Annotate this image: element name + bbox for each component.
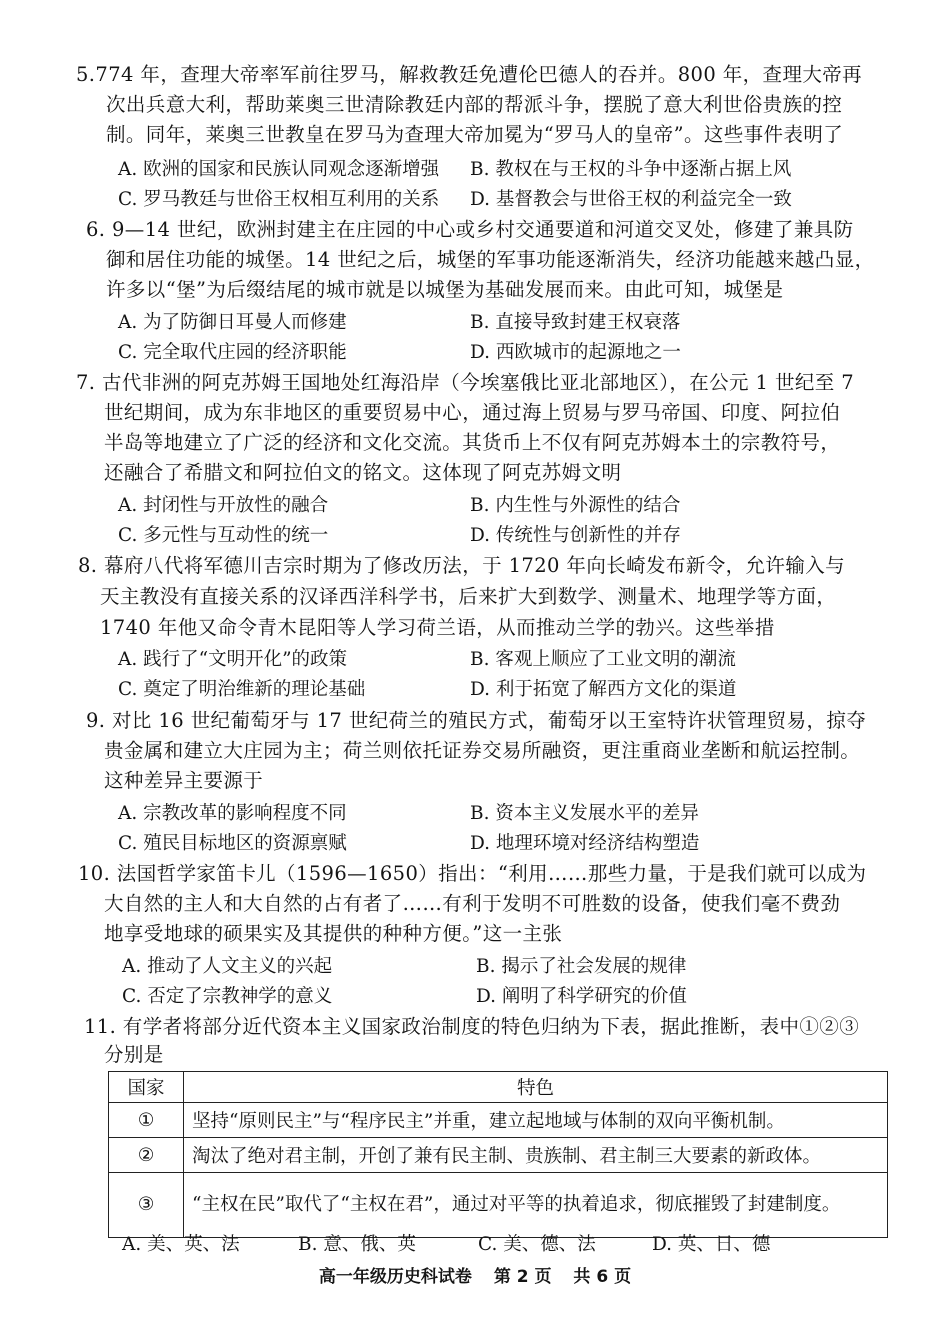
q5-option-a: A. 欧洲的国家和民族认同观念逐渐增强 bbox=[118, 159, 440, 180]
q10-option-b: B. 揭示了社会发展的规律 bbox=[476, 956, 687, 977]
q8-option-d: D. 利于拓宽了解西方文化的渠道 bbox=[470, 679, 737, 700]
q10-option-a: A. 推动了人文主义的兴起 bbox=[122, 956, 333, 977]
table-row bbox=[109, 1138, 888, 1173]
table-cell-feature: 坚持“原则民主”与“程序民主”并重，建立起地域与体制的双向平衡机制。 bbox=[184, 1103, 888, 1138]
q7-stem-line-4: 还融合了希腊文和阿拉伯文的铭文。这体现了阿克苏姆文明 bbox=[104, 461, 622, 484]
q10-option-c: C. 否定了宗教神学的意义 bbox=[122, 986, 333, 1007]
table-cell-feature: “主权在民”取代了“主权在君”，通过对平等的执着追求，彻底摧毁了封建制度。 bbox=[184, 1173, 888, 1238]
q11-stem-line-2: 分别是 bbox=[104, 1043, 164, 1066]
q6-option-c: C. 完全取代庄园的经济职能 bbox=[118, 342, 347, 363]
q9-option-b: B. 资本主义发展水平的差异 bbox=[470, 803, 699, 824]
q6-stem-line-1: 6. 9—14 世纪，欧洲封建主在庄园的中心或乡村交通要道和河道交叉处，修建了兼具防 bbox=[86, 218, 854, 241]
q6-stem-line-3: 许多以“堡”为后缀结尾的城市就是以城堡为基础发展而来。由此可知，城堡是 bbox=[106, 278, 784, 301]
table-cell-number: ① bbox=[109, 1103, 184, 1138]
q7-option-d: D. 传统性与创新性的并存 bbox=[470, 525, 681, 546]
q8-stem-line-2: 天主教没有直接关系的汉译西洋科学书，后来扩大到数学、测量术、地理学等方面， bbox=[100, 585, 837, 608]
table-cell-number: ② bbox=[109, 1138, 184, 1173]
q5-option-d: D. 基督教会与世俗王权的利益完全一致 bbox=[470, 189, 792, 210]
table-cell-number: ③ bbox=[109, 1173, 184, 1238]
q6-option-b: B. 直接导致封建王权衰落 bbox=[470, 312, 681, 333]
table-row bbox=[109, 1173, 888, 1238]
q11-feature-table bbox=[108, 1071, 888, 1238]
q5-option-c: C. 罗马教廷与世俗王权相互利用的关系 bbox=[118, 189, 440, 210]
q7-stem-line-2: 世纪期间，成为东非地区的重要贸易中心，通过海上贸易与罗马帝国、印度、阿拉伯 bbox=[104, 401, 841, 424]
q9-stem-line-2: 贵金属和建立大庄园为主；荷兰则依托证券交易所融资，更注重商业垄断和航运控制。 bbox=[104, 739, 861, 762]
q10-stem-line-1: 10. 法国哲学家笛卡儿（1596—1650）指出：“利用……那些力量，于是我们就可以成为 bbox=[78, 862, 867, 885]
q6-option-a: A. 为了防御日耳曼人而修建 bbox=[118, 312, 347, 333]
q11-option-b: B. 意、俄、英 bbox=[298, 1234, 416, 1255]
q5-stem-line-1: 5.774 年，查理大帝率军前往罗马，解救教廷免遭伦巴德人的吞并。800 年，查理大帝再 bbox=[76, 63, 863, 86]
table-cell-feature: 淘汰了绝对君主制，开创了兼有民主制、贵族制、君主制三大要素的新政体。 bbox=[184, 1138, 888, 1173]
q7-option-b: B. 内生性与外源性的结合 bbox=[470, 495, 681, 516]
q8-option-a: A. 践行了“文明开化”的政策 bbox=[118, 649, 348, 670]
q10-stem-line-3: 地享受地球的硕果实及其提供的种种方便。”这一主张 bbox=[104, 922, 563, 945]
table-header-row bbox=[109, 1072, 888, 1103]
q9-stem-line-1: 9. 对比 16 世纪葡萄牙与 17 世纪荷兰的殖民方式，葡萄牙以王室特许状管理贸易，掠夺 bbox=[86, 709, 867, 732]
q7-option-c: C. 多元性与互动性的统一 bbox=[118, 525, 329, 546]
q7-option-a: A. 封闭性与开放性的融合 bbox=[118, 495, 329, 516]
q8-stem-line-1: 8. 幕府八代将军德川吉宗时期为了修改历法，于 1720 年向长崎发布新令，允许输入与 bbox=[78, 554, 846, 577]
q8-option-b: B. 客观上顺应了工业文明的潮流 bbox=[470, 649, 736, 670]
q9-option-d: D. 地理环境对经济结构塑造 bbox=[470, 833, 700, 854]
q8-option-c: C. 奠定了明治维新的理论基础 bbox=[118, 679, 366, 700]
q10-stem-line-2: 大自然的主人和大自然的占有者了……有利于发明不可胜数的设备，使我们毫不费劲 bbox=[104, 892, 841, 915]
q7-stem-line-1: 7. 古代非洲的阿克苏姆王国地处红海沿岸（今埃塞俄比亚北部地区），在公元 1 世纪至 7 bbox=[76, 371, 855, 394]
page-footer bbox=[0, 1262, 950, 1287]
q11-stem-line-1: 11. 有学者将部分近代资本主义国家政治制度的特色归纳为下表，据此推断，表中①②③ bbox=[84, 1015, 860, 1038]
q11-option-c: C. 美、德、法 bbox=[478, 1234, 596, 1255]
table-row bbox=[109, 1103, 888, 1138]
q5-stem-line-3: 制。同年，莱奥三世教皇在罗马为查理大帝加冕为“罗马人的皇帝”。这些事件表明了 bbox=[106, 123, 844, 146]
table-header-country: 国家 bbox=[109, 1072, 184, 1103]
page-number: 第 2 页 bbox=[493, 1267, 552, 1287]
q9-option-c: C. 殖民目标地区的资源禀赋 bbox=[118, 833, 347, 854]
q6-option-d: D. 西欧城市的起源地之一 bbox=[470, 342, 681, 363]
q8-stem-line-3: 1740 年他又命令青木昆阳等人学习荷兰语，从而推动兰学的勃兴。这些举措 bbox=[100, 616, 775, 639]
q5-stem-line-2: 次出兵意大利，帮助莱奥三世清除教廷内部的帮派斗争，摆脱了意大利世俗贵族的控 bbox=[106, 93, 843, 116]
q9-stem-line-3: 这种差异主要源于 bbox=[104, 769, 264, 792]
q7-stem-line-3: 半岛等地建立了广泛的经济和文化交流。其货币上不仅有阿克苏姆本土的宗教符号， bbox=[104, 431, 841, 454]
q9-option-a: A. 宗教改革的影响程度不同 bbox=[118, 803, 347, 824]
q11-option-d: D. 英、日、德 bbox=[652, 1234, 771, 1255]
q6-stem-line-2: 御和居住功能的城堡。14 世纪之后，城堡的军事功能逐渐消失，经济功能越来越凸显， bbox=[106, 248, 875, 271]
q10-option-d: D. 阐明了科学研究的价值 bbox=[476, 986, 687, 1007]
q11-option-a: A. 美、英、法 bbox=[122, 1234, 240, 1255]
q5-option-b: B. 教权在与王权的斗争中逐渐占据上风 bbox=[470, 159, 792, 180]
exam-title: 高一年级历史科试卷 bbox=[318, 1267, 472, 1287]
page-total: 共 6 页 bbox=[573, 1267, 632, 1287]
table-header-feature: 特色 bbox=[184, 1072, 888, 1103]
